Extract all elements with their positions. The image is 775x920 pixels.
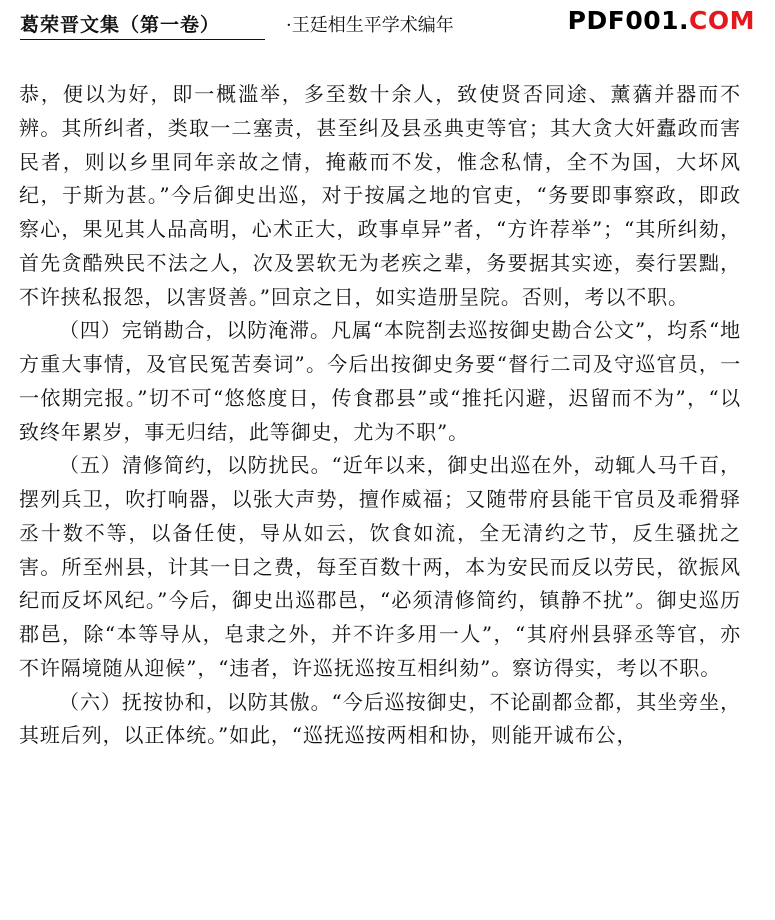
paragraph-continuation: 恭，便以为好，即一概滥举，多至数十余人，致使贤否同途、薰蕕并器而不辨。其所纠者，类取一二塞责，甚至纠及县丞典吏等官；其大贪大奸蠹政而害民者，则以乡里同年亲故之情，掩蔽而不发，惟念私情，全不为国，大坏风纪，于斯为甚。”今后御史出巡，对于按属之地的官吏，“务要即事察政，即政察心，果见其人品高明，心术正大，政事卓异”者，“方许荐举”；“其所纠劾，首先贪酷殃民不法之人，次及罢软无为老疾之辈，务要据其实迹，奏行罢黜，不许挟私报怨，以害贤善。”回京之日，如实造册呈院。否则，考以不职。 — [19, 82, 741, 309]
watermark-text-accent: COM — [689, 6, 755, 35]
watermark-text-main: PDF001. — [567, 6, 690, 35]
chapter-subtitle: ·王廷相生平学术编年 — [286, 15, 454, 36]
paragraph-section-6: （六）抚按协和，以防其傲。“今后巡按御史，不论副都佥都，其坐旁坐，其班后列，以正体统。”如此，“巡抚巡按两相和协，则能开诚布公， — [19, 689, 741, 748]
body-text — [19, 78, 741, 753]
paragraph-section-5: （五）清修简约，以防扰民。“近年以来，御史出巡在外，动辄人马千百，摆列兵卫，吹打响器，以张大声势，擅作威福；又随带府县能干官员及乖猾驿丞十数不等，以备任使，导从如云，饮食如流，全无清约之节，反生骚扰之害。所至州县，计其一日之费，每至百数十两，本为安民而反以劳民，欲振风纪而反坏风纪。”今后，御史出巡郡邑，“必须清修简约，镇静不扰”。御史巡历郡邑，除“本等导从，皂隶之外，并不许多用一人”，“其府州县驿丞等官，亦不许隔境随从迎候”，“违者，许巡抚巡按互相纠劾”。察访得实，考以不职。 — [19, 453, 741, 680]
page-header — [20, 6, 755, 44]
header-underline — [20, 39, 265, 40]
watermark-logo — [568, 6, 755, 35]
book-title: 葛荣晋文集（第一卷） — [20, 14, 221, 36]
paragraph-section-4: （四）完销勘合，以防淹滞。凡属“本院剳去巡按御史勘合公文”，均系“地方重大事情，及官民冤苦奏词”。今后出按御史务要“督行二司及守巡官员，一一依期完报。”切不可“悠悠度日，传食郡县”或“推托闪避，迟留而不为”，“以致终年累岁，事无归结，此等御史，尤为不职”。 — [19, 318, 741, 444]
